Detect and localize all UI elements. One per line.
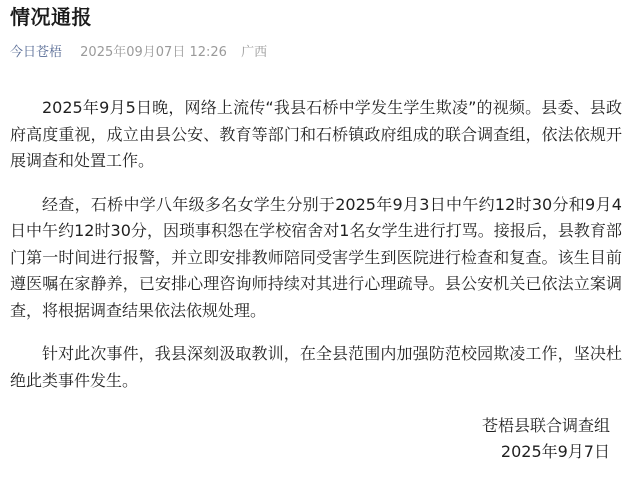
article-body	[10, 95, 622, 411]
article-title: 情况通报	[10, 5, 92, 29]
publish-time: 2025年09月07日 12:26	[80, 45, 227, 60]
article-meta	[10, 44, 267, 62]
signature	[482, 413, 610, 465]
paragraph: 针对此次事件，我县深刻汲取教训，在全县范围内加强防范校园欺凌工作，坚决杜绝此类事件发生。	[10, 344, 622, 390]
signature-org: 苍梧县联合调查组	[481, 416, 610, 435]
signature-date: 2025年9月7日	[500, 442, 610, 461]
source-link[interactable]: 今日苍梧	[10, 45, 63, 60]
publish-location: 广西	[241, 45, 268, 60]
paragraph: 2025年9月5日晚，网络上流传“我县石桥中学发生学生欺凌”的视频。县委、县政府高度重视，成立由县公安、教育等部门和石桥镇政府组成的联合调查组，依法依规开展调查和处置工作。	[10, 98, 622, 170]
paragraph: 经查，石桥中学八年级多名女学生分别于2025年9月3日中午约12时30分和9月4日中午约12时30分，因琐事积怨在学校宿舍对1名女学生进行打骂。接报后，县教育部门第一时间进行报警，并立即安排教师陪同受害学生到医院进行检查和复查。该生目前遵医嘱在家静养，已安排心理咨询师持续对其进行心理疏导。县公安机关已依法立案调查，将根据调查结果依法依规处理。	[10, 194, 622, 320]
